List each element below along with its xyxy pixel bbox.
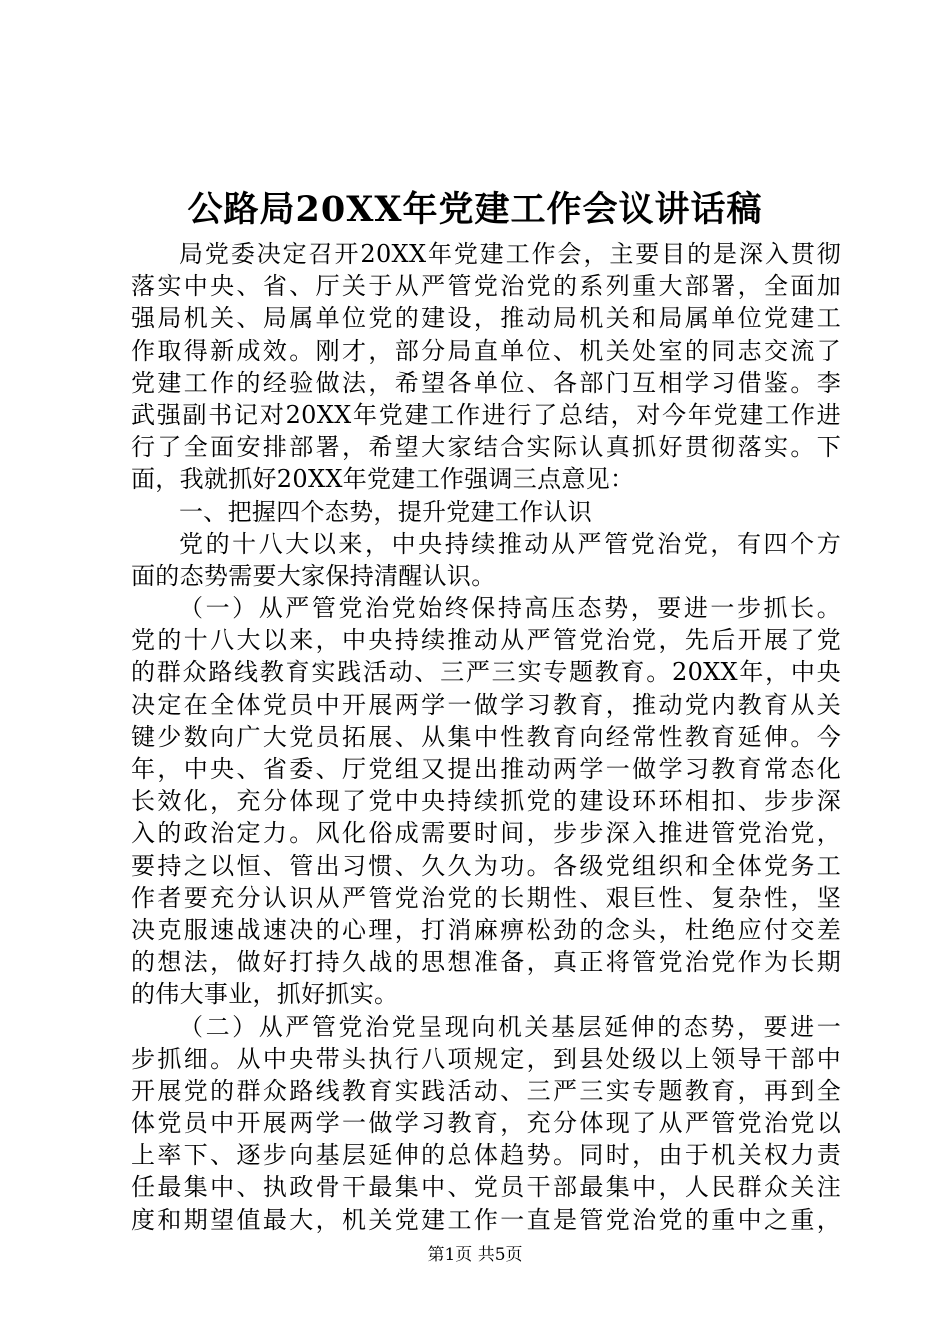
text-line: 入的政治定力。风化俗成需要时间，步步深入推进管党治党， xyxy=(131,819,841,848)
text-line: 体党员中开展两学一做学习教育，充分体现了从严管党治党以 xyxy=(131,1109,841,1138)
text-line: 党建工作的经验做法，希望各单位、各部门互相学习借鉴。李 xyxy=(131,368,841,397)
text-line: 的群众路线教育实践活动、三严三实专题教育。20XX年，中央 xyxy=(131,658,841,687)
text-line: 度和期望值最大，机关党建工作一直是管党治党的重中之重， xyxy=(131,1205,841,1234)
text-line: 要持之以恒、管出习惯、久久为功。各级党组织和全体党务工 xyxy=(131,851,841,880)
text-line: 局党委决定召开20XX年党建工作会，主要目的是深入贯彻 xyxy=(179,240,841,268)
text-line: 决克服速战速决的心理，打消麻痹松劲的念头，杜绝应付交差 xyxy=(131,915,841,944)
text-line: 党的十八大以来，中央持续推动从严管党治党，有四个方 xyxy=(179,529,841,558)
text-line: 的伟大事业，抓好抓实。 xyxy=(131,980,399,1009)
text-line: 步抓细。从中央带头执行八项规定，到县处级以上领导干部中 xyxy=(131,1044,841,1073)
text-line: 决定在全体党员中开展两学一做学习教育，推动党内教育从关 xyxy=(131,690,841,719)
subsection-heading: （二）从严管党治党呈现向机关基层延伸的态势，要进一 xyxy=(179,1012,841,1041)
document-title: 公路局20XX年党建工作会议讲话稿 xyxy=(187,189,763,230)
text-line: 作取得新成效。刚才，部分局直单位、机关处室的同志交流了 xyxy=(131,336,841,365)
text-line: 面的态势需要大家保持清醒认识。 xyxy=(131,561,496,590)
section-heading: 一、把握四个态势，提升党建工作认识 xyxy=(179,497,593,526)
page-number: 第1页 共5页 xyxy=(427,1245,523,1265)
text-line: 年，中央、省委、厅党组又提出推动两学一做学习教育常态化 xyxy=(131,755,841,783)
text-line: 键少数向广大党员拓展、从集中性教育向经常性教育延伸。今 xyxy=(131,722,841,751)
text-line: 长效化，充分体现了党中央持续抓党的建设环环相扣、步步深 xyxy=(131,787,841,816)
document-body xyxy=(131,238,841,1236)
text-line: 开展党的群众路线教育实践活动、三严三实专题教育，再到全 xyxy=(131,1076,841,1105)
text-line: 行了全面安排部署，希望大家结合实际认真抓好贯彻落实。下 xyxy=(131,433,841,462)
text-line: 任最集中、执政骨干最集中、党员干部最集中，人民群众关注 xyxy=(131,1173,841,1202)
text-line: 作者要充分认识从严管党治党的长期性、艰巨性、复杂性，坚 xyxy=(131,883,841,912)
text-line: 落实中央、省、厅关于从严管党治党的系列重大部署，全面加 xyxy=(131,272,841,301)
text-line: 强局机关、局属单位党的建设，推动局机关和局属单位党建工 xyxy=(131,304,841,333)
text-line: 武强副书记对20XX年党建工作进行了总结，对今年党建工作进 xyxy=(131,400,841,429)
subsection-heading: （一）从严管党治党始终保持高压态势，要进一步抓长。 xyxy=(179,594,841,623)
text-line: 的想法，做好打持久战的思想准备，真正将管党治党作为长期 xyxy=(131,948,841,977)
text-line: 党的十八大以来，中央持续推动从严管党治党，先后开展了党 xyxy=(131,626,841,655)
text-line: 面，我就抓好20XX年党建工作强调三点意见： xyxy=(131,465,635,494)
text-line: 上率下、逐步向基层延伸的总体趋势。同时，由于机关权力责 xyxy=(131,1141,841,1170)
